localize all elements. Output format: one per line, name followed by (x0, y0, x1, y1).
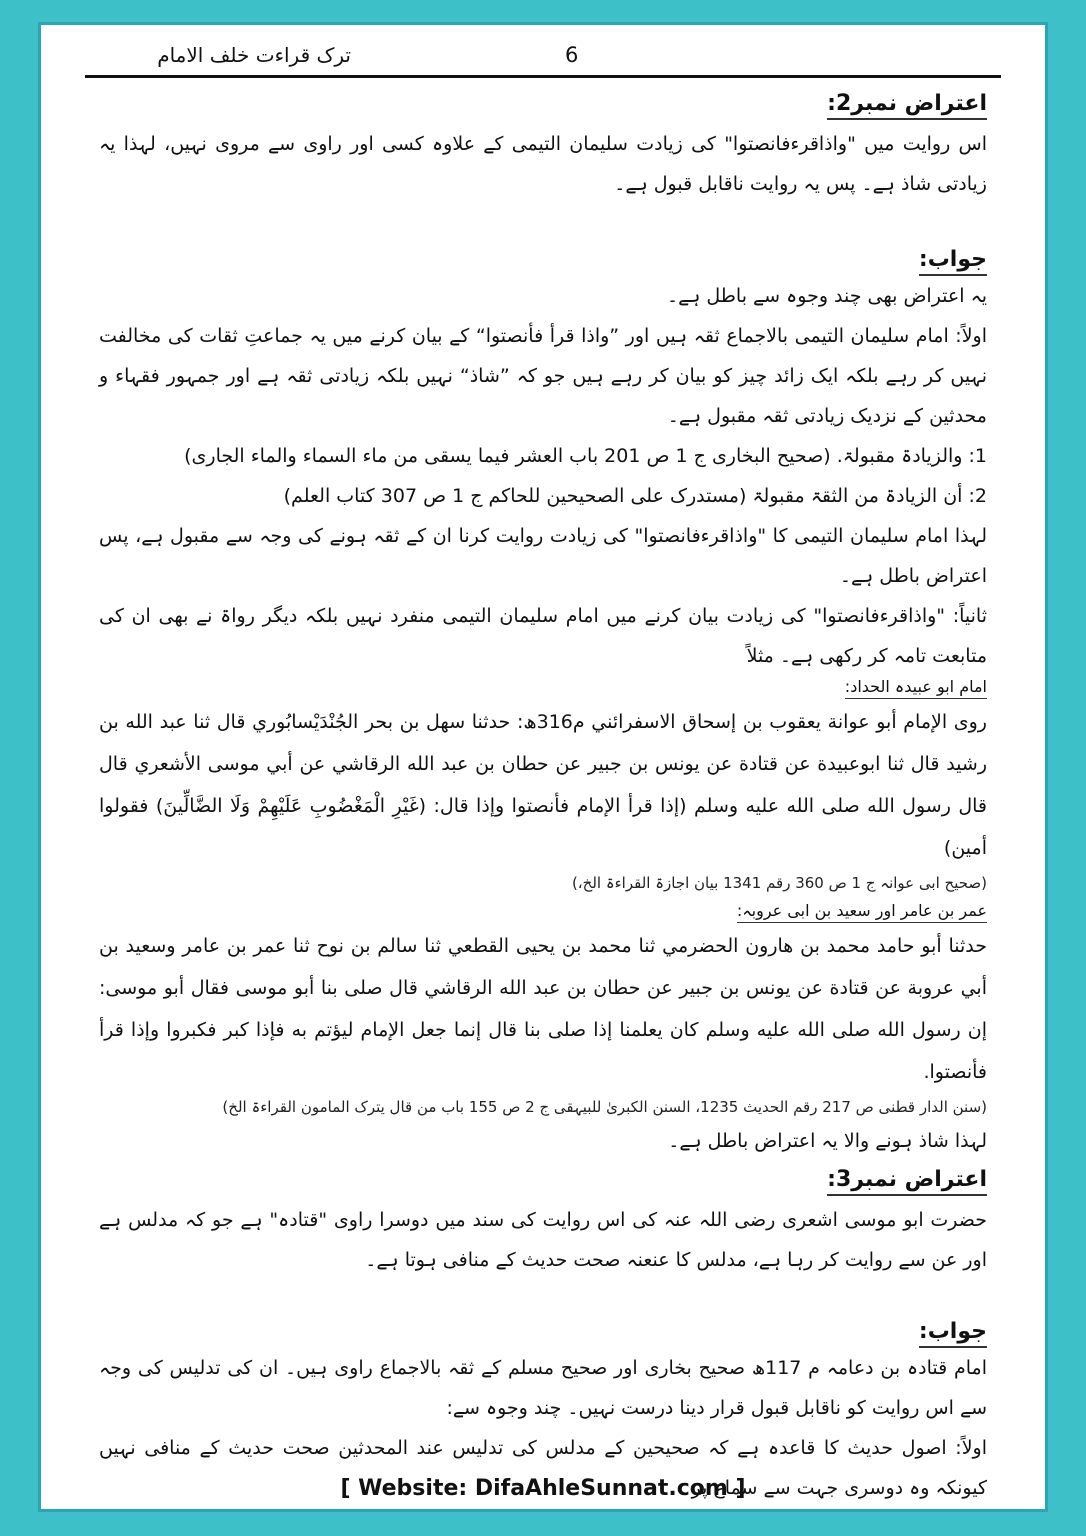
answer1-intro: یہ اعتراض بھی چند وجوہ سے باطل ہے۔ (666, 285, 987, 307)
page-header (85, 39, 1001, 78)
objection3-section (99, 1167, 987, 1280)
narration2-reference: (سنن الدار قطنی ص 217 رقم الحدیث 1235، السنن الکبریٰ للبیہقی ج 2 ص 155 باب من قال یترک المامون القراءۃ الخ) (222, 1098, 987, 1116)
answer2-heading: جواب: (919, 1319, 987, 1348)
answer2-paragraph: امام قتادہ بن دعامہ م 117ھ صحیح بخاری اور صحیح مسلم کے ثقہ بالاجماع راوی ہیں۔ ان کی تدلیس کی وجہ سے اس روایت کو ناقابل قبول قرار دینا درست نہیں۔ چند وجوہ سے: (99, 1357, 987, 1419)
book-title: ترک قراءت خلف الامام (157, 43, 351, 67)
page-number: 6 (565, 43, 579, 67)
objection3-heading: اعتراض نمبر3: (827, 1167, 987, 1196)
narration2-subheading: عمر بن عامر اور سعید بن ابی عروبہ: (737, 901, 987, 923)
answer1-quote-1: 1: والزیادۃ مقبولۃ. (صحیح البخاری ج 1 ص 201 باب العشر فیما یسقی من ماء السماء والماء الجاری) (184, 445, 987, 467)
objection2-section (99, 91, 987, 204)
answer1-quote-2: 2: أن الزیادۃ من الثقۃ مقبولۃ (مستدرک علی الصحیحین للحاکم ج 1 ص 307 کتاب العلم) (283, 485, 987, 507)
narration1-subheading: امام ابو عبیدہ الحداد: (845, 677, 987, 699)
answer1-section (99, 247, 987, 676)
answer1-second-point: ثانیاً: "واذاقرءفانصتوا" کی زیادت بیان کرنے میں امام سلیمان التیمی منفرد نہیں بلکہ دیگر رواۃ نے بھی ان کی متابعت تامہ کر رکھی ہے۔ مثلاً (99, 605, 987, 667)
objection2-paragraph: اس روایت میں "واذاقرءفانصتوا" کی زیادت سلیمان التیمی کے علاوہ کسی اور راوی سے مروی نہیں، لہذا یہ زیادتی شاذ ہے۔ پس یہ روایت ناقابل قبول ہے۔ (99, 133, 987, 195)
answer1-first-point: اولاً: امام سلیمان التیمی بالاجماع ثقہ ہیں اور ”واذا قرأ فأنصتوا“ کے بیان کرنے میں یہ جماعتِ ثقات کی مخالفت نہیں کر رہے بلکہ ایک زائد چیز کو بیان کر رہے ہیں جو کہ ”شاذ“ نہیں بلکہ زیادتی ثقہ ہے اور جمہور فقہاء و محدثین کے نزدیک زیادتی ثقہ مقبول ہے۔ (99, 325, 987, 427)
narration2-conclusion: لہذا شاذ ہونے والا یہ اعتراض باطل ہے۔ (668, 1130, 987, 1152)
answer2-first-point: اولاً: اصول حدیث کا قاعدہ ہے کہ صحیحین کے مدلس کی تدلیس عند المحدثین صحت حدیث کے منافی نہیں کیونکہ وہ دوسری جہت سے سماع پر (99, 1437, 987, 1499)
website-footer: [ Website: DifaAhleSunnat.com ] (340, 1476, 746, 1501)
objection3-paragraph: حضرت ابو موسی اشعری رضی اللہ عنہ کی اس روایت کی سند میں دوسرا راوی "قتادہ" ہے جو کہ مدلس ہے اور عن سے روایت کر رہا ہے، مدلس کا عنعنہ صحت حدیث کے منافی ہوتا ہے۔ (99, 1209, 987, 1271)
narration1-reference: (صحیح ابی عوانہ ج 1 ص 360 رقم 1341 بیان اجازۃ القراءۃ الخ،) (571, 874, 987, 892)
document-page (38, 22, 1048, 1512)
objection2-heading: اعتراض نمبر2: (827, 91, 987, 120)
answer1-conclusion: لہذا امام سلیمان التیمی کا "واذاقرءفانصتوا" کی زیادت روایت کرنا ان کے ثقہ ہونے کی وجہ سے مقبول ہے، پس اعتراض باطل ہے۔ (99, 525, 987, 587)
narration1-section (99, 677, 987, 897)
answer1-heading: جواب: (919, 247, 987, 276)
narration2-arabic: حدثنا أبو حامد محمد بن هارون الحضرمي ثنا محمد بن يحيى القطعي ثنا سالم بن نوح ثنا عمر بن عامر وسعيد بن أبي عروبة عن قتادة عن يونس بن جبير عن حطان بن عبد الله الرقاشي قال صلى بنا أبو موسى فقال أبو موسى: إن رسول الله صلى الله عليه وسلم كان يعلمنا إذا صلى بنا قال إنما جعل الإمام ليؤتم به فإذا كبر فكبروا وإذا قرأ فأنصتوا. (99, 935, 987, 1083)
narration1-arabic: روى الإمام أبو عوانة يعقوب بن إسحاق الاسفرائني م316ھ: حدثنا سهل بن بحر الجُنْدَيْسابُوري قال ثنا عبد الله بن رشيد قال ثنا ابوعبيدة عن قتادة عن يونس بن جبير عن حطان بن عبد الله الرقاشي عن أبي موسى الأشعري قال قال رسول الله صلى الله عليه وسلم (إذا قرأ الإمام فأنصتوا وإذا قال: (غَيْرِ الْمَغْضُوبِ عَلَيْهِمْ وَلَا الضَّالِّينَ) فقولوا أمين) (99, 711, 987, 859)
narration2-section (99, 901, 987, 1161)
